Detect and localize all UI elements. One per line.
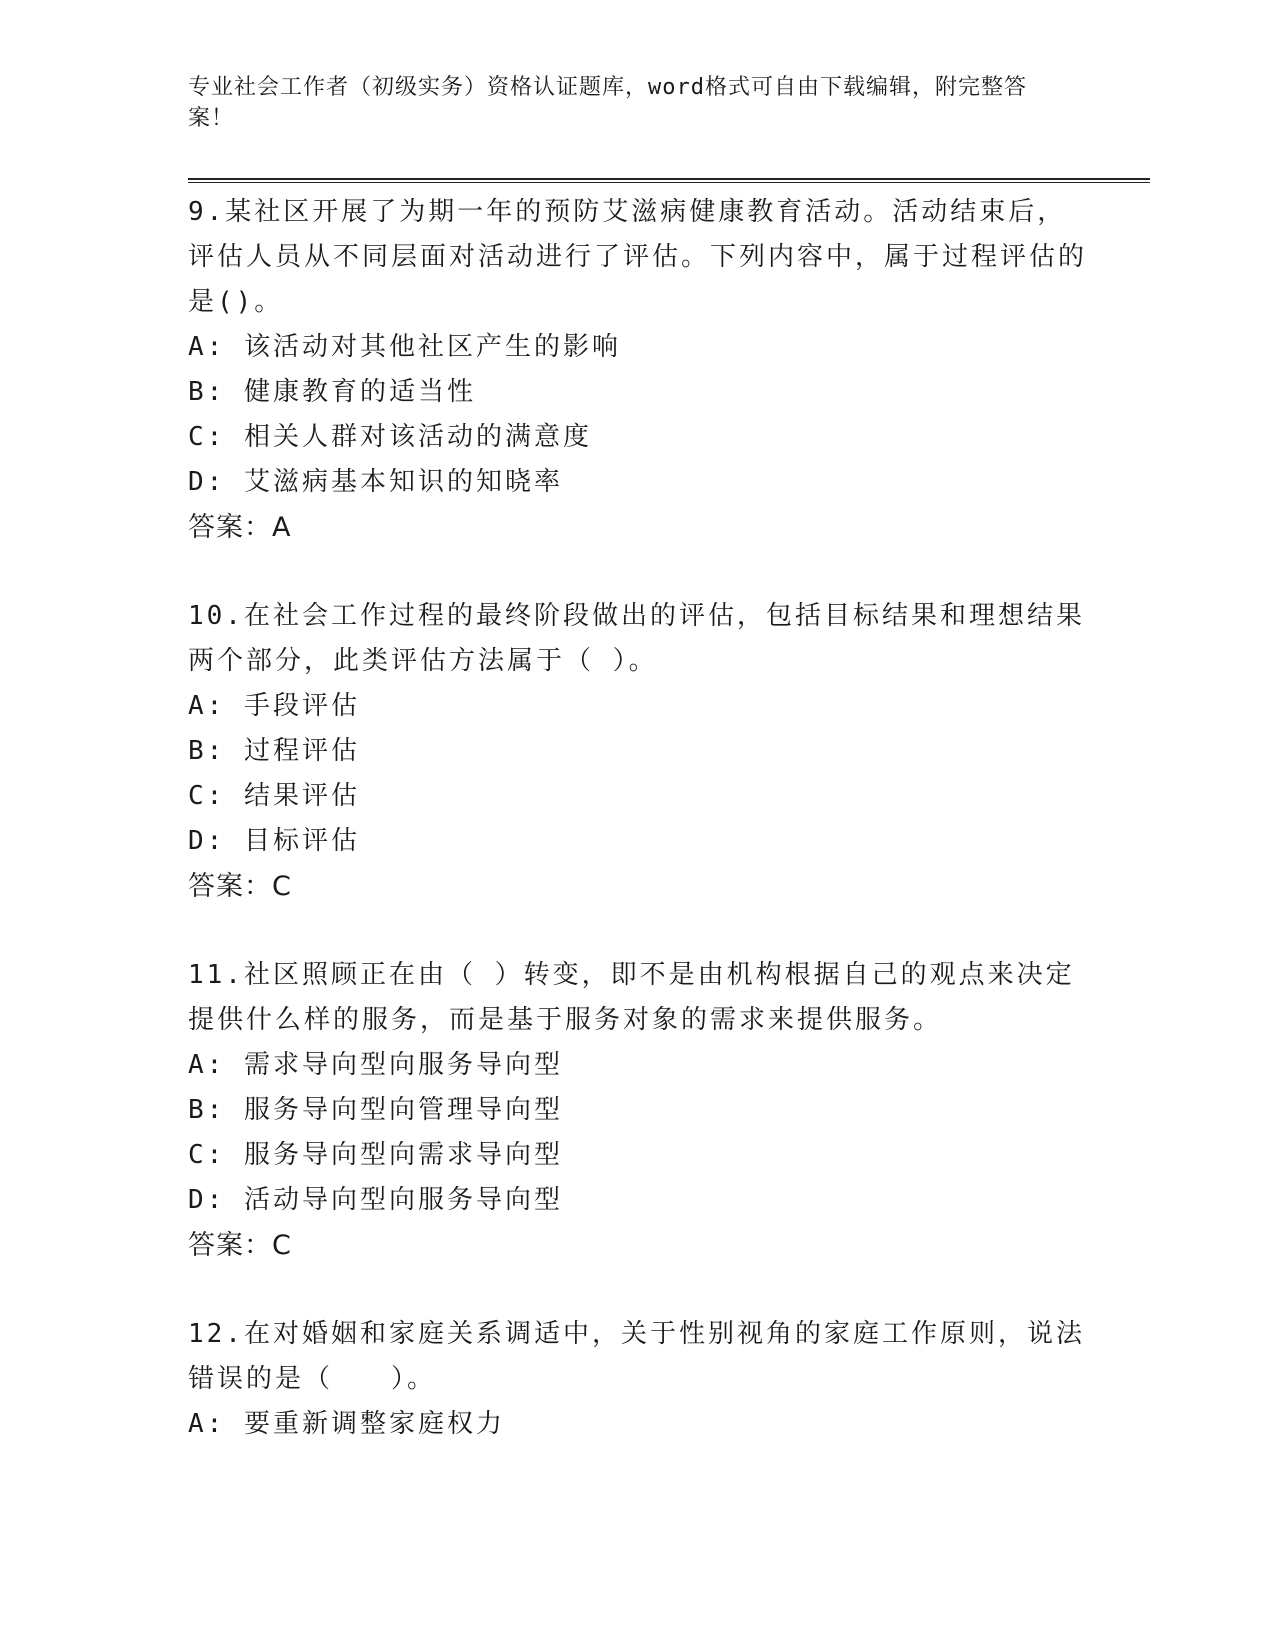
option-b: B: 过程评估 [188,736,360,766]
option-d: D: 艾滋病基本知识的知晓率 [188,467,563,497]
question-stem: 10.在社会工作过程的最终阶段做出的评估，包括目标结果和理想结果两个部分，此类评估方法属于（ ）。 [188,601,1085,676]
header-divider [188,178,1150,183]
answer-line: 答案：C [188,871,292,902]
question-stem: 9.某社区开展了为期一年的预防艾滋病健康教育活动。活动结束后，评估人员从不同层面对活动进行了评估。下列内容中，属于过程评估的是()。 [188,197,1088,317]
option-a: A: 需求导向型向服务导向型 [188,1050,563,1080]
question-item [188,190,1088,550]
header-intro-text: 专业社会工作者（初级实务）资格认证题库，word格式可自由下载编辑，附完整答案！ [188,75,1027,131]
document-header [188,72,1068,134]
option-c: C: 服务导向型向需求导向型 [188,1140,563,1170]
option-b: B: 健康教育的适当性 [188,377,476,407]
option-d: D: 目标评估 [188,826,360,856]
question-item [188,1312,1088,1447]
answer-line: 答案：A [188,512,292,543]
question-stem: 11.社区照顾正在由（ ）转变，即不是由机构根据自己的观点来决定提供什么样的服务，而是基于服务对象的需求来提供服务。 [188,960,1075,1035]
question-list [188,190,1088,1491]
question-stem: 12.在对婚姻和家庭关系调适中，关于性别视角的家庭工作原则，说法错误的是（ ）。 [188,1319,1085,1394]
option-a: A: 要重新调整家庭权力 [188,1409,505,1439]
option-a: A: 该活动对其他社区产生的影响 [188,332,621,362]
question-item [188,594,1088,909]
option-c: C: 相关人群对该活动的满意度 [188,422,592,452]
option-a: A: 手段评估 [188,691,360,721]
answer-line: 答案：C [188,1230,292,1261]
question-item [188,953,1088,1268]
option-c: C: 结果评估 [188,781,360,811]
option-b: B: 服务导向型向管理导向型 [188,1095,563,1125]
option-d: D: 活动导向型向服务导向型 [188,1185,563,1215]
